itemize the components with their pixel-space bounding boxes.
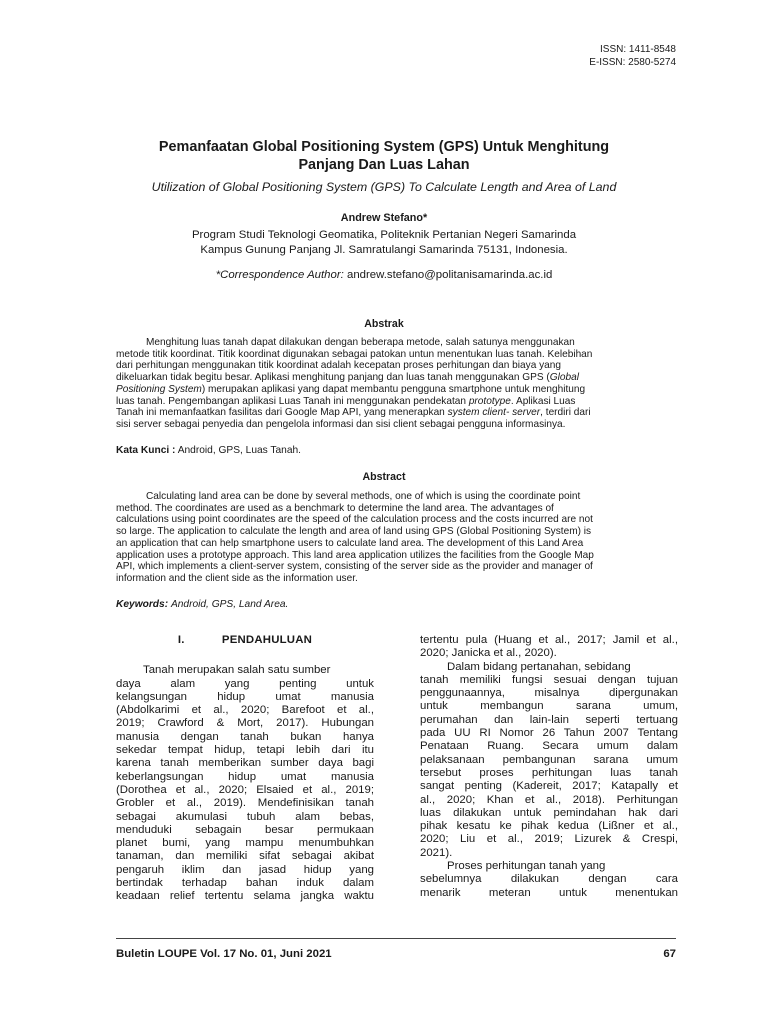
correspondence-email[interactable]: andrew.stefano@politanisamarinda.ac.id [346,269,553,281]
correspondence-label: *Correspondence Author: [215,269,344,281]
body-line: sebagai akumulasi tubuh alam bebas, [116,810,374,823]
body-line: Grobler et al., 2019). Mendefinisikan tanah [116,797,374,810]
affiliation-line: Kampus Gunung Panjang Jl. Samratulangi Samarinda 75131, Indonesia. [200,244,568,256]
body-line: sangat penting (Kadereit, 2017; Katapally et [420,780,678,793]
abstrak-line: dari perhitungan menggunakan titik koordinat adalah kecepatan proses perhitungan dan biaya yang [116,360,562,372]
footer-journal: Buletin LOUPE Vol. 17 No. 01, Juni 2021 [116,948,332,960]
body-line: al., 2020; Khan et al., 2018). Perhitungan [420,793,678,806]
body-line: menarik meteran untuk menentukan [420,886,678,899]
abstract-line: calculations using point coordinates are the speed of the calculation process and the costs incurred are not [116,514,593,526]
abstrak-line: luas tanah. Pengembangan aplikasi Luas Tanah ini menggunakan pendekatan prototype. Aplikasi Luas [116,395,576,407]
body-line: manusia dengan tanah bukan hanya [116,730,374,743]
body-line: Proses perhitungan tanah yang [447,860,606,873]
e-issn: E-ISSN: 2580-5274 [589,57,676,68]
abstract-line: application uses a prototype approach. This land area application utilizes the facilities from the Google Map [116,549,594,561]
body-line: 2021). [420,846,453,859]
page-number: 67 [663,948,676,960]
body-line: tersebut proses perhitungan luas tanah [420,766,678,779]
author-name: Andrew Stefano* [340,212,428,224]
section-number: I. [177,634,185,646]
body-line: 2020; Janicka et al., 2020). [420,647,557,660]
body-line: tertentu pula (Huang et al., 2017; Jamil et al., [420,634,678,646]
body-line: pada UU RI Nomor 26 Tahun 2007 Tentang [420,727,678,740]
body-line: 2019; Crawford & Mort, 2017). Hubungan [116,717,374,730]
right-column [420,634,678,900]
body-line: daya alam yang penting untuk [116,677,374,690]
issn-block [589,43,676,69]
body-line: tanaman, dan memiliki sifat sebagai akibat [116,850,374,863]
body-line: (Abdolkarimi et al., 2020; Barefoot et al., [116,704,374,717]
abstrak-line: metode titik koordinat. Titik koordinat digunakan sebagai patokan untun menentukan luas tanah. Kelebihan [116,348,593,360]
abstract-line: API, which implements a client-server system, consisting of the server side as the provider and manager of [116,561,593,573]
body-line: pelaksanaan pembangunan sarana umum [420,753,678,766]
body-line: pihak kesatu ke pihak kedua (Lißner et al., [420,820,678,833]
abstrak-heading: Abstrak [364,318,404,330]
body-line: Penataan Ruang. Secara umum dalam [420,740,678,753]
body-line: tanah memiliki fungsi sesuai dengan tujuan [420,673,678,686]
title-line: Pemanfaatan Global Positioning System (GPS) Untuk Menghitung [158,139,610,155]
body-line: luas dilakukan untuk pemindahan hak dari [420,806,678,819]
section-heading [116,634,374,647]
body-line: perumahan dan lain-lain seperti tertuang [420,713,678,726]
keywords [116,599,676,611]
body-line: pengaruh iklim dan jasad hidup yang [116,863,374,876]
kata-kunci [116,445,676,457]
body-line: bertindak terhadap bahan induk dalam [116,877,374,890]
body-line: keadaan relief tertentu selama jangka waktu [116,890,374,903]
body-line: 2020; Liu et al., 2019; Lizurek & Crespi, [420,833,678,846]
body-line: Dalam bidang pertanahan, sebidang [447,660,631,673]
abstract-line: Calculating land area can be done by several methods, one of which is using the coordinate point [146,491,581,502]
body-line: sekedar tempat hidup, tetapi lebih dari itu [116,744,374,757]
body-line: keberlangsungan hidup umat manusia [116,770,374,783]
abstract-line: an application that can help smartphone users to calculate land area. The development of this Land Area [116,537,584,549]
issn: ISSN: 1411-8548 [600,44,676,55]
abstract-heading: Abstract [362,471,406,483]
abstrak-line: sisi server sebagai penyedia dan pengelola informasi dan sisi client sebagai pengguna informasinya. [116,418,566,430]
body-line: planet bumi, yang mampu menumbuhkan [116,837,374,850]
abstrak-body [116,337,676,431]
title-line: Panjang Dan Luas Lahan [298,157,470,173]
keywords-label: Keywords: [116,599,169,610]
body-line: karena tanah memberikan sumber daya bagi [116,757,374,770]
kata-kunci-value: Android, GPS, Luas Tanah. [177,445,301,456]
abstrak-line: Positioning System) merupakan aplikasi yang dapat membantu pengguna smartphone untuk menghitung [116,383,586,395]
affiliation [90,228,678,258]
abstrak-line: dikeluarkan tidak begitu besar. Aplikasi menghitung panjang dan luas tanah menggunakan GPS (Global [116,372,579,384]
body-line: (Dorothea et al., 2020; Elsaied et al., 2019; [116,783,374,796]
section-title: PENDAHULUAN [221,634,313,646]
abstract-body [116,491,676,585]
footer-divider [116,938,676,939]
body-line: menduduki sebagain besar permukaan [116,823,374,836]
abstract-line: information and the client side as the information user. [116,572,358,584]
body-line: kelangsungan hidup umat manusia [116,690,374,703]
body-line: penggunaannya, misalnya dipergunakan [420,687,678,700]
paper-title [90,138,678,174]
paper-subtitle: Utilization of Global Positioning System (GPS) To Calculate Length and Area of Land [151,180,617,194]
abstrak-line: Tanah ini memanfaatkan fasilitas dari Google Map API, yang menerapkan system client- server, terdiri dari [116,407,591,419]
left-column [116,634,374,904]
keywords-value: Android, GPS, Land Area. [170,599,289,610]
abstrak-line: Menghitung luas tanah dapat dilakukan dengan beberapa metode, salah satunya menggunakan [146,337,575,348]
body-line: sebelumnya dilakukan dengan cara [420,873,678,886]
body-line: Tanah merupakan salah satu sumber [143,664,331,677]
body-line: untuk membangun sarana umum, [420,700,678,713]
kata-kunci-label: Kata Kunci : [116,445,176,456]
affiliation-line: Program Studi Teknologi Geomatika, Politeknik Pertanian Negeri Samarinda [191,229,577,241]
correspondence [90,268,678,283]
abstract-line: method. The coordinates are used as a benchmark to determine the land area. The advantages of [116,502,554,514]
abstract-line: so large. The application to calculate the length and area of land using GPS (Global Positioning System) is [116,526,592,538]
